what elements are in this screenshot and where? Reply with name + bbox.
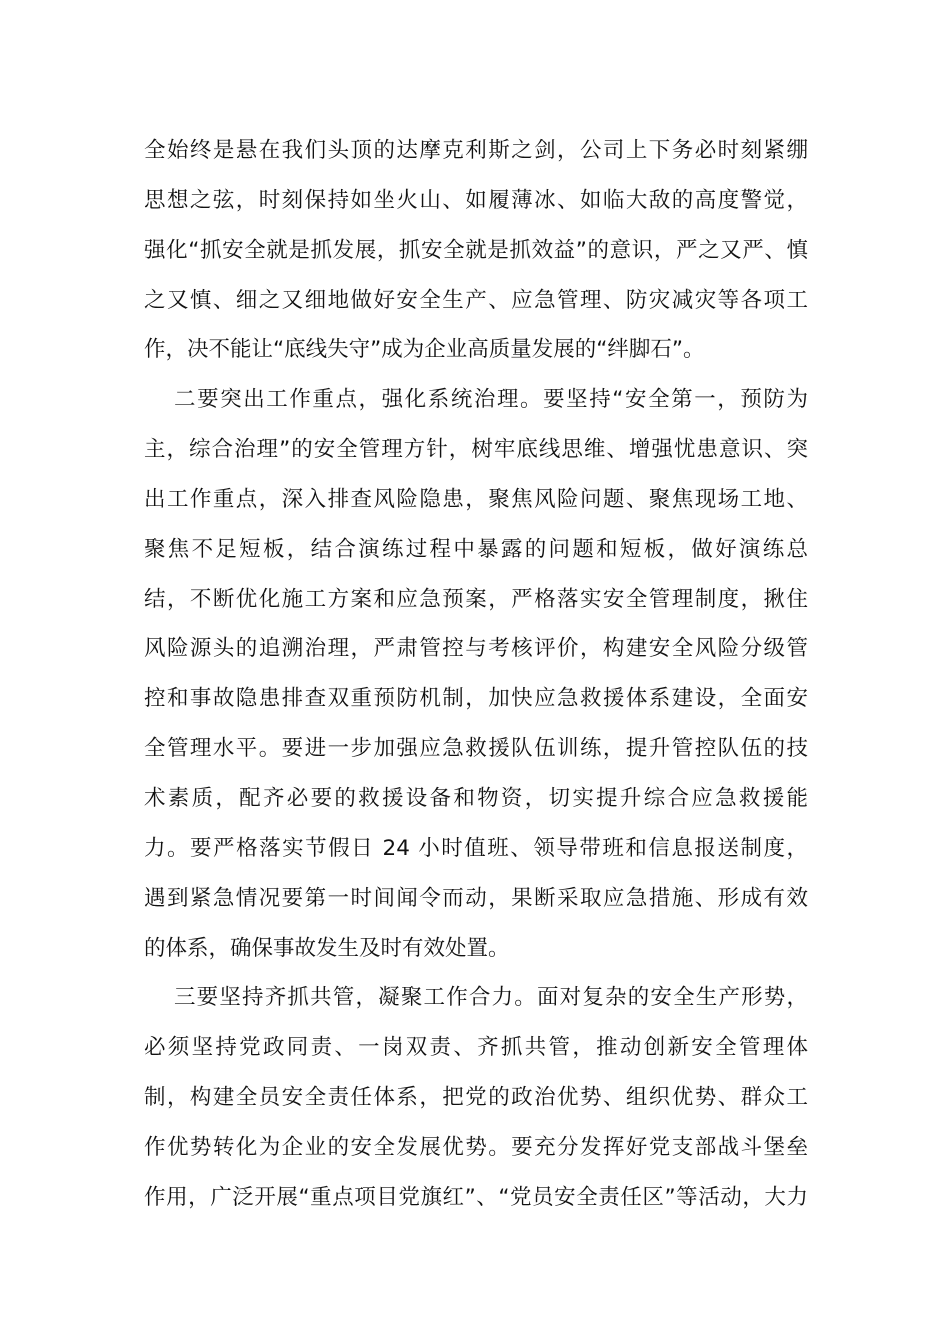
text-line: 结，不断优化施工方案和应急预案，严格落实安全管理制度，揪住	[144, 586, 808, 612]
paragraph-3	[144, 973, 808, 1222]
text-line: 主，综合治理”的安全管理方针，树牢底线思维、增强忧患意识、突	[144, 437, 808, 463]
text-line: 作用，广泛开展“重点项目党旗红”、“党员安全责任区”等活动，大力	[144, 1184, 808, 1210]
text-line: 制，构建全员安全责任体系，把党的政治优势、组织优势、群众工	[144, 1085, 808, 1111]
text-line: 强化“抓安全就是抓发展，抓安全就是抓效益”的意识，严之又严、慎	[144, 237, 808, 263]
text-line: 作优势转化为企业的安全发展优势。要充分发挥好党支部战斗堡垒	[144, 1134, 808, 1160]
text-line: 风险源头的追溯治理，严肃管控与考核评价，构建安全风险分级管	[144, 636, 808, 662]
text-line: 二要突出工作重点，强化系统治理。要坚持“安全第一，预防为	[174, 387, 808, 413]
text-line: 思想之弦，时刻保持如坐火山、如履薄冰、如临大敌的高度警觉，	[144, 187, 808, 213]
body-text	[144, 126, 808, 1223]
text-line: 控和事故隐患排查双重预防机制，加快应急救援体系建设，全面安	[144, 686, 808, 712]
text-line: 的体系，确保事故发生及时有效处置。	[144, 935, 510, 961]
paragraph-2	[144, 375, 808, 973]
text-line: 遇到紧急情况要第一时间闻令而动，果断采取应急措施、形成有效	[144, 885, 808, 911]
text-line: 全始终是悬在我们头顶的达摩克利斯之剑，公司上下务必时刻紧绷	[144, 138, 808, 163]
text-line: 力。要严格落实节假日 24 小时值班、领导带班和信息报送制度，	[144, 835, 808, 861]
text-line: 术素质，配齐必要的救援设备和物资，切实提升综合应急救援能	[144, 785, 808, 811]
text-line: 出工作重点，深入排查风险隐患，聚焦风险问题、聚焦现场工地、	[144, 486, 808, 512]
text-line: 之又慎、细之又细地做好安全生产、应急管理、防灾减灾等各项工	[144, 287, 808, 313]
text-line: 必须坚持党政同责、一岗双责、齐抓共管，推动创新安全管理体	[144, 1035, 808, 1061]
paragraph-1	[144, 126, 808, 375]
text-line: 作，决不能让“底线失守”成为企业高质量发展的“绊脚石”。	[144, 337, 705, 363]
text-line: 三要坚持齐抓共管，凝聚工作合力。面对复杂的安全生产形势，	[174, 985, 808, 1011]
text-line: 聚焦不足短板，结合演练过程中暴露的问题和短板，做好演练总	[144, 536, 808, 562]
text-line: 全管理水平。要进一步加强应急救援队伍训练，提升管控队伍的技	[144, 736, 808, 762]
